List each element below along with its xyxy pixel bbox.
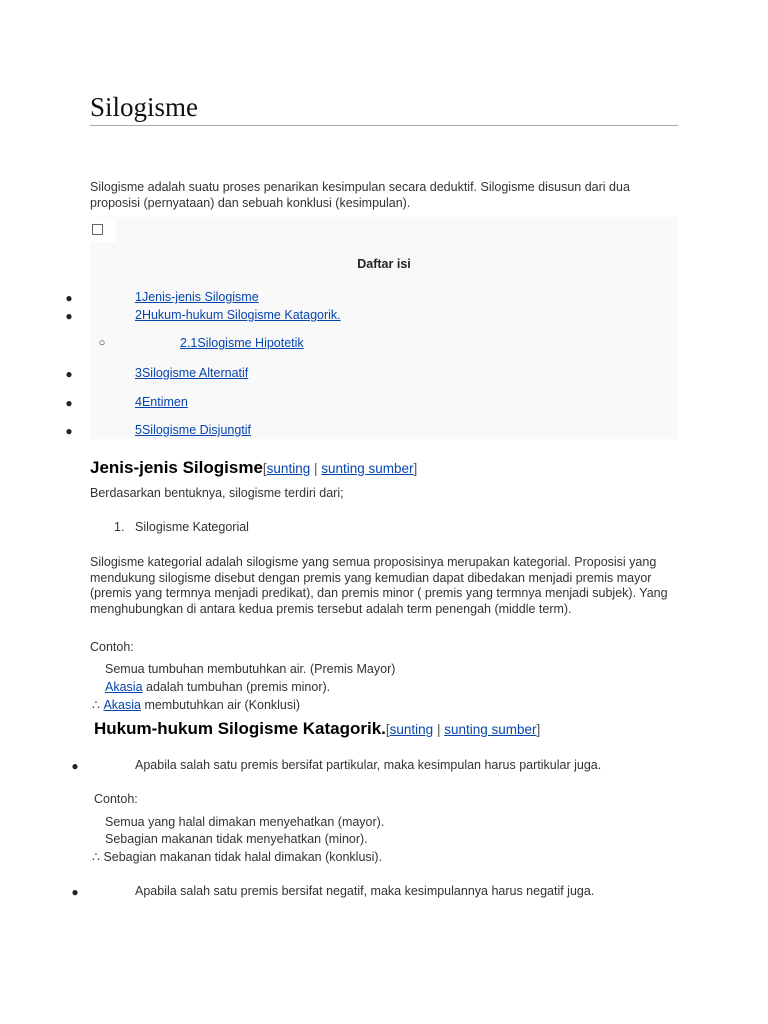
bullet-icon: ●	[71, 885, 79, 899]
toc-item-3[interactable]: 3Silogisme Alternatif	[135, 366, 249, 380]
toc-item-2-1[interactable]: 2.1Silogisme Hipotetik	[180, 336, 304, 350]
edit-source-link[interactable]: sunting sumber	[321, 461, 414, 476]
example-line-1: Semua yang halal dimakan menyehatkan (mayor).	[105, 815, 385, 829]
intro-paragraph: Silogisme adalah suatu proses penarikan kesimpulan secara deduktif. Silogisme disusun dari dua proposisi (pernyataan) dan sebuah konklusi (kesimpulan).	[90, 180, 630, 210]
akasia-link[interactable]: Akasia	[105, 680, 143, 694]
example-line-1: Semua tumbuhan membutuhkan air. (Premis Mayor)	[105, 662, 396, 676]
toc-toggle-checkbox[interactable]	[92, 224, 103, 235]
section-heading-jenis: Jenis-jenis Silogisme[sunting | sunting sumber]	[90, 458, 418, 477]
bullet-icon: ●	[65, 424, 73, 438]
example-line-3: ∴ Sebagian makanan tidak halal dimakan (konklusi).	[92, 850, 383, 864]
rule-1: Apabila salah satu premis bersifat partikular, maka kesimpulan harus partikular juga.	[135, 758, 602, 772]
page-title: Silogisme	[90, 92, 199, 122]
section1-body: Silogisme kategorial adalah silogisme yang semua proposisinya merupakan kategorial. Proposisi yang mendukung silogisme disebut dengan premis yang kemudian dapat dibedakan menjadi premis mayor (premis yang termnya menjadi predikat), dan premis minor ( premis yang termnya menjadi subjek). Yang menghubungkan di antara kedua premis tersebut adalah term penengah (middle term).	[90, 555, 668, 616]
edit-link[interactable]: sunting	[266, 461, 311, 476]
bullet-icon: ●	[65, 396, 73, 410]
edit-link[interactable]: sunting	[389, 722, 434, 737]
edit-source-link[interactable]: sunting sumber	[444, 722, 537, 737]
toc-title: Daftar isi	[357, 257, 411, 271]
bullet-icon: ●	[65, 367, 73, 381]
section1-lead: Berdasarkan bentuknya, silogisme terdiri dari;	[90, 486, 344, 500]
example-line-3: ∴ Akasia membutuhkan air (Konklusi)	[92, 698, 301, 712]
rule-2: Apabila salah satu premis bersifat negatif, maka kesimpulannya harus negatif juga.	[135, 884, 595, 898]
title-divider	[90, 125, 678, 126]
bullet-icon: ●	[65, 291, 73, 305]
therefore-icon: ∴	[92, 698, 100, 712]
circle-bullet-icon: ○	[98, 337, 106, 349]
list-number: 1.	[114, 520, 125, 534]
bullet-icon: ●	[65, 309, 73, 323]
list-item: Silogisme Kategorial	[135, 520, 249, 534]
toc-item-2[interactable]: 2Hukum-hukum Silogisme Katagorik.	[135, 308, 341, 322]
example-line-2: Akasia adalah tumbuhan (premis minor).	[105, 680, 331, 694]
section-heading-hukum: Hukum-hukum Silogisme Katagorik.[sunting | sunting sumber]	[94, 719, 541, 738]
akasia-link[interactable]: Akasia	[103, 698, 141, 712]
bullet-icon: ●	[71, 759, 79, 773]
example-label: Contoh:	[94, 792, 138, 806]
toc-item-1[interactable]: 1Jenis-jenis Silogisme	[135, 290, 259, 304]
toc-item-4[interactable]: 4Entimen	[135, 395, 188, 409]
example-label: Contoh:	[90, 640, 134, 654]
toc-item-5[interactable]: 5Silogisme Disjungtif	[135, 423, 252, 437]
example-line-2: Sebagian makanan tidak menyehatkan (minor).	[105, 832, 368, 846]
therefore-icon: ∴	[92, 850, 100, 864]
